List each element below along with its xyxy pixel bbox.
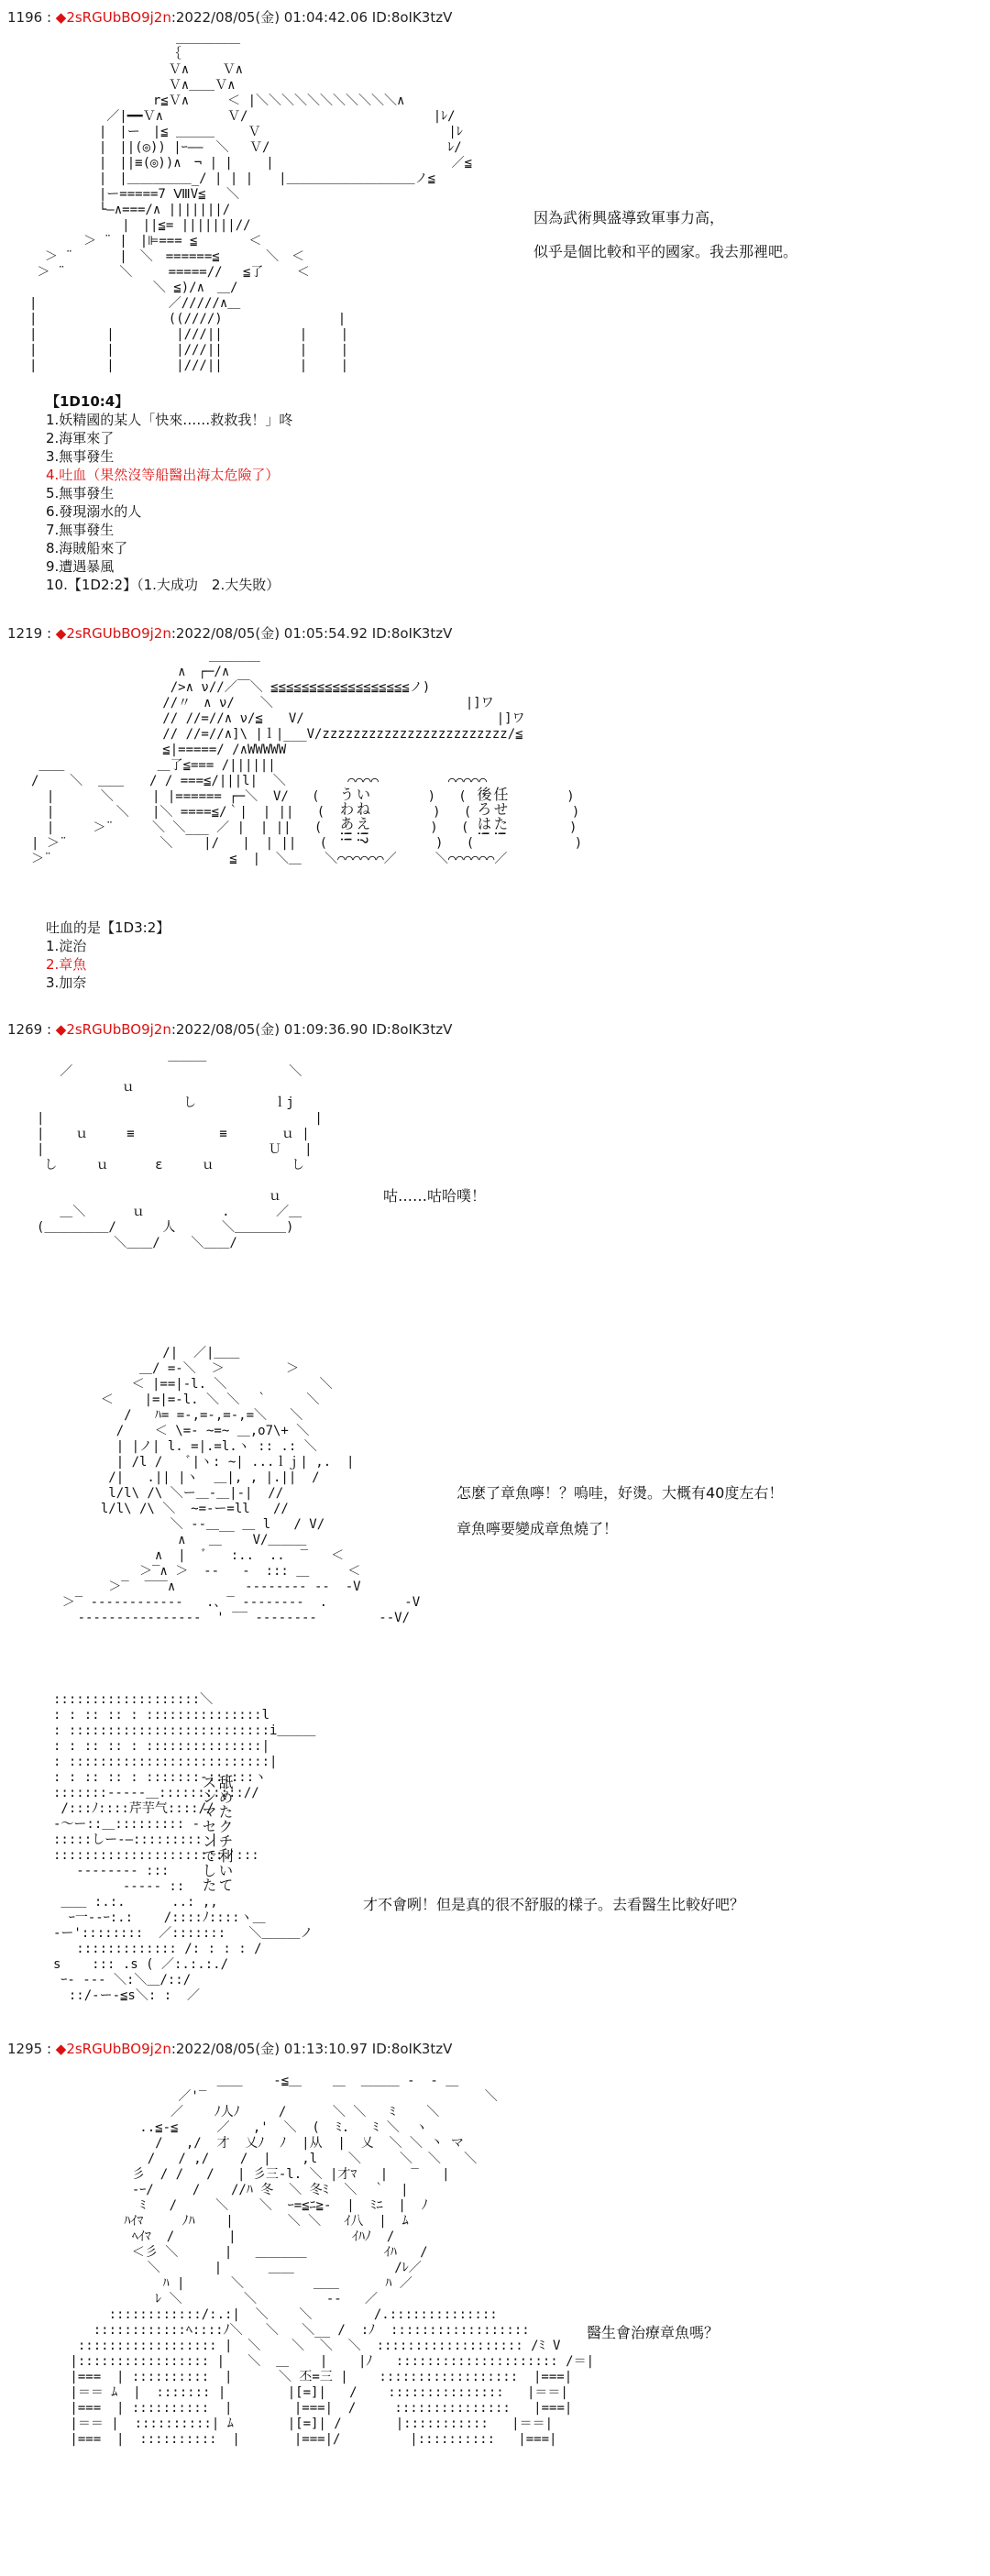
post-header xyxy=(7,2039,452,2058)
ascii-art-gun-scene: ＿＿＿＿ ∧ ┌─/∧ />∧ ν//／￣＼ ≦≦≦≦≦≦≦≦≦≦≦≦≦≦≦≦≦≦ノ) //〃 ∧ ν/ ＼ |]ワ // //=//∧ ν/≦ V/ |]ワ // //=//∧]\ |ｌ|___V/zzzzzzzzzzzzzzzzzzzzzzzz/≦ ≦|=====/ /∧WWWWW ＿＿ ＿了≦=== /|||||| / ＼ ＿＿ / / ===≦/|||l| ＼ ⌒⌒⌒⌒ ⌒⌒⌒⌒⌒ | ＼ | |====== ┌─＼ V/ ( ) ( ) | ＼ |＼ ====≦/｀| | || ( ) ( ) | ＞¨ ＼ ＼___ ／ | | || ( ) ( ) | ＞¨ ＼ |/ | | || ( ) ( ) ＞¨ ≦ | ＼＿ ＼⌒⌒⌒⌒⌒⌒／ ＼⌒⌒⌒⌒⌒⌒／ xyxy=(31,649,583,866)
ascii-art-doctor: ＿＿ -≦＿ ＿ ＿＿＿ ‐ - ＿ ／'‾ ＼ ／ ﾉ人ﾉ / ＼ ＼ ﾐ ＼ ..≦‐≦ ／ ,' ＼ ( ﾐ. ﾐ ＼ ヽ / ,/ 才 乂ﾉ ﾉ |从 | 乂 ＼ ＼ 丶 マ / / ,/ / | ,l ＼ ＼ ＼ ＼ 彡 / / / | 彡三-l. ＼ |才ﾏ | ‾ | ‐ｰ/ / //ﾊ 冬 ＼ 冬ﾐ ＼ ｀ | ﾐ / ＼ ＼ ｰ=≦ﾆ≧- | ﾐﾆ | ﾉ ﾊｲﾏ ﾉﾊ | ＼ ＼ ｲ八 | ﾑ ﾍｲﾏ / | ｲﾊﾉ / ＜彡 ＼ | ＿＿＿＿ ｲﾊ / ＼ | ＿＿ /ﾚ／ ﾊ | ＼ ＿＿ ﾊ ／ ﾚ ＼ ＼ ‐‐ ／ ::::::::::::/:.:| ＼ ＼ /.:::::::::::::: ::::::::::::ﾍ::::ﾉ＼ ＼ ＼__ / :ﾉ :::::::::::::::::: :::::::::::::::::: | ＼ ＼ ＼ ＼ ::::::::::::::::::: /ﾐ V |::::::::::::::::: | ＼ ＿ | |ﾉ ::::::::::::::::::::: /＝| |=== | :::::::::: | ＼ 丕=三 | :::::::::::::::::: |===| |＝＝ ﾑ | ::::::: | |[=]| / ::::::::::::::: |＝＝| |=== | :::::::::: | |===| / ::::::::::::::: |===| |＝＝ | ::::::::::| ﾑ |[=]| / |::::::::::: |＝＝| |=== | :::::::::: | |===|/ |:::::::::: |===| xyxy=(70,2074,595,2447)
dice-title: 【1D10:4】 xyxy=(46,393,129,410)
diamond-icon: ◆ xyxy=(55,9,67,26)
poster-trip[interactable]: 2sRGUbBO9j2n xyxy=(66,625,171,642)
list-item: 1.妖精國的某人「快來……救救我！」咚 xyxy=(46,412,293,428)
post-header xyxy=(7,7,452,27)
post-number: 1295 : xyxy=(7,2041,51,2057)
post-number: 1219 : xyxy=(7,625,51,642)
list-item-selected: 4.吐血（果然沒等船醫出海太危險了） xyxy=(46,467,280,483)
dice-title: 吐血的是【1D3:2】 xyxy=(46,919,170,936)
ascii-art-boy: /| ／|＿＿ ＿/ =-＼ ＞ ＞ ＜ |==|-l. ＼ ＼ ＜ |=|=-l. ＼ ＼ ｀ ＼ / ﾊ= =-,=-,=-,=＼ ＼ / ＜ \=- ~=~ ＿,o7\+ ＼ | |ノ| l. =|.=l.ヽ :: .: ＼ | /l / ﾞ|ヽ: ~| ...ｌｊ| ,. | /| .|| |ヽ ＿|, , |.|| / l/l\ /\ ＼ー＿-＿|-| // l/l\ /\ ＼ ~=‐ー=ll // ＼ ‐-＿__ ＿ l / V/ ∧ ＿ V/＿＿＿ ∧ | ﾞ :.. .. ‾ ＜ ＞‾∧ ＞ ‐‐ ‐ ::: ＿ ＜ ＞‾ ‾‾‾∧ ‐‐‐‐‐‐‐‐ ‐‐ ‐V ＞‾ ‐‐‐‐‐‐‐‐‐‐‐‐ .、‾ ‐‐‐‐‐‐‐‐ . ‐V ‐‐‐‐‐‐‐‐‐‐‐‐‐‐‐‐ ' ‾‾ ‐‐‐‐‐‐‐‐ ‐‐V/ xyxy=(61,1346,421,1625)
post-date: :2022/08/05(金) 01:09:36.90 ID:8oIK3tzV xyxy=(170,1021,453,1038)
list-item: 7.無事發生 xyxy=(46,522,115,538)
post-header xyxy=(7,1019,452,1039)
list-item: 5.無事發生 xyxy=(46,485,115,501)
poster-trip[interactable]: 2sRGUbBO9j2n xyxy=(66,1021,171,1038)
poster-trip[interactable]: 2sRGUbBO9j2n xyxy=(66,2041,171,2057)
dialogue-line: 才不會咧！但是真的很不舒服的樣子。去看醫生比較好吧？ xyxy=(363,1896,745,1913)
vertical-apology-text: 舐めたクチ利いて スンマセンでした xyxy=(200,1775,234,1892)
dice-roll-list xyxy=(46,919,170,992)
ascii-art-figure: ＿＿＿＿＿ ｛ Ｖ∧ Ｖ∧ Ｖ∧＿＿Ｖ∧ r≦Ｖ∧ ＜ |＼＼＼＼＼＼＼＼＼＼＼∧ ／|━━Ｖ∧ Ｖ/ |ﾚ/ | |ー |≦ ＿＿＿ Ｖ |ﾚ | ||(◎)) |ｰ―― ＼ Ｖ/ ﾚ/ | ||≡(◎))∧ ¬ | | | ／≦ | |＿＿＿＿＿_/ | | | |＿＿＿＿＿＿＿＿＿＿ノ≦ |ー=====7 ⅧV≦ ＼ └―∧===/∧ |||||||/ | ||≦= |||||||// ＞ ¨ | |⊫=== ≦ ＜ ＞ ¨ | ＼ ======≦ ＼ ＜ ＞ ¨ ＼ =====// ≦了 ＜ ＼ ≦)/∧ ＿/ | ／/////∧＿ | ((////) | | | |///|| | | | | |///|| | | | | |///|| | | xyxy=(29,31,473,373)
poster-trip[interactable]: 2sRGUbBO9j2n xyxy=(66,9,171,26)
post-date: :2022/08/05(金) 01:04:42.06 ID:8oIK3tzV xyxy=(170,9,453,26)
diamond-icon: ◆ xyxy=(55,625,67,642)
post-number: 1196 : xyxy=(7,9,51,26)
speech-bubble-right: 任せた! 後ろは! xyxy=(475,787,509,837)
list-item-selected: 2.章魚 xyxy=(46,956,87,973)
dialogue-line: 醫生會治療章魚嗎？ xyxy=(587,2324,720,2341)
list-item: 1.淀治 xyxy=(46,938,87,954)
diamond-icon: ◆ xyxy=(55,1021,67,1038)
list-item: 10.【1D2:2】（1.大成功 2.大失敗） xyxy=(46,577,280,593)
narration-line-2: 似乎是個比較和平的國家。我去那裡吧。 xyxy=(534,243,798,260)
list-item: 3.加奈 xyxy=(46,974,87,991)
ascii-art-face: ＿＿＿ ／ ＼ ｕ し ｌj | | | ｕ ≡ ≡ ｕ | | Ｕ | し ｕ ε ｕ し ｕ ＿＼ ｕ . ／＿ (＿＿＿＿＿/ 人 ＼＿＿＿＿) ＼＿＿/ ＼＿＿/ xyxy=(37,1049,323,1250)
list-item: 2.海軍來了 xyxy=(46,430,115,446)
list-item: 3.無事發生 xyxy=(46,448,115,465)
post-date: :2022/08/05(金) 01:05:54.92 ID:8oIK3tzV xyxy=(170,625,453,642)
post-date: :2022/08/05(金) 01:13:10.97 ID:8oIK3tzV xyxy=(170,2041,453,2057)
list-item: 8.海賊船來了 xyxy=(46,540,128,556)
dialogue-line: 章魚嚀要變成章魚燒了！ xyxy=(456,1520,619,1537)
list-item: 6.發現溺水的人 xyxy=(46,503,142,520)
diamond-icon: ◆ xyxy=(55,2041,67,2057)
dialogue-line: 怎麼了章魚嚀！？嗚哇，好燙。大概有40度左右！ xyxy=(456,1484,784,1502)
narration-line-1: 因為武術興盛導致軍事力高， xyxy=(534,209,725,226)
dialogue-line: 咕……咕哈噗！ xyxy=(383,1187,487,1205)
ascii-art-bowing: :::::::::::::::::::＼ : : :: :: : :::::::::::::::l : ::::::::::::::::::::::::::i＿＿＿ : : :: :: : :::::::::::::::| : ::::::::::::::::::::::::::| : : :: :: : :::::::-::::::ヽ :::::::‐‐‐‐‐＿:::::::::::// /:::ﾉ::::芹芋气::::// ‐〜ー::＿::::::::: ‐ :::::しー‐―::::::::: | ::::::::::::::::::::::ノ::: ‐‐‐‐‐‐‐‐ ::: ‐‐‐‐‐ :: ＿＿ :.:. ..: ,, ｰ一--ｰ:.: /::::ﾉ::::ヽ＿ ‐ー':::::::: ／::::::: ＼＿＿＿ノ ::::::::::::: /: : : : / s ::: .s ( ／:.:.:./ ｰ‐ ‐‐‐ ＼:＼＿/::/ ::/‐ー‐≦s＼: : ／ xyxy=(53,1692,316,2003)
post-header xyxy=(7,623,452,643)
dice-roll-list xyxy=(46,392,292,594)
speech-bubble-left: いねえ!? うわあ!! xyxy=(337,787,371,844)
list-item: 9.遭遇暴風 xyxy=(46,558,115,575)
post-number: 1269 : xyxy=(7,1021,51,1038)
